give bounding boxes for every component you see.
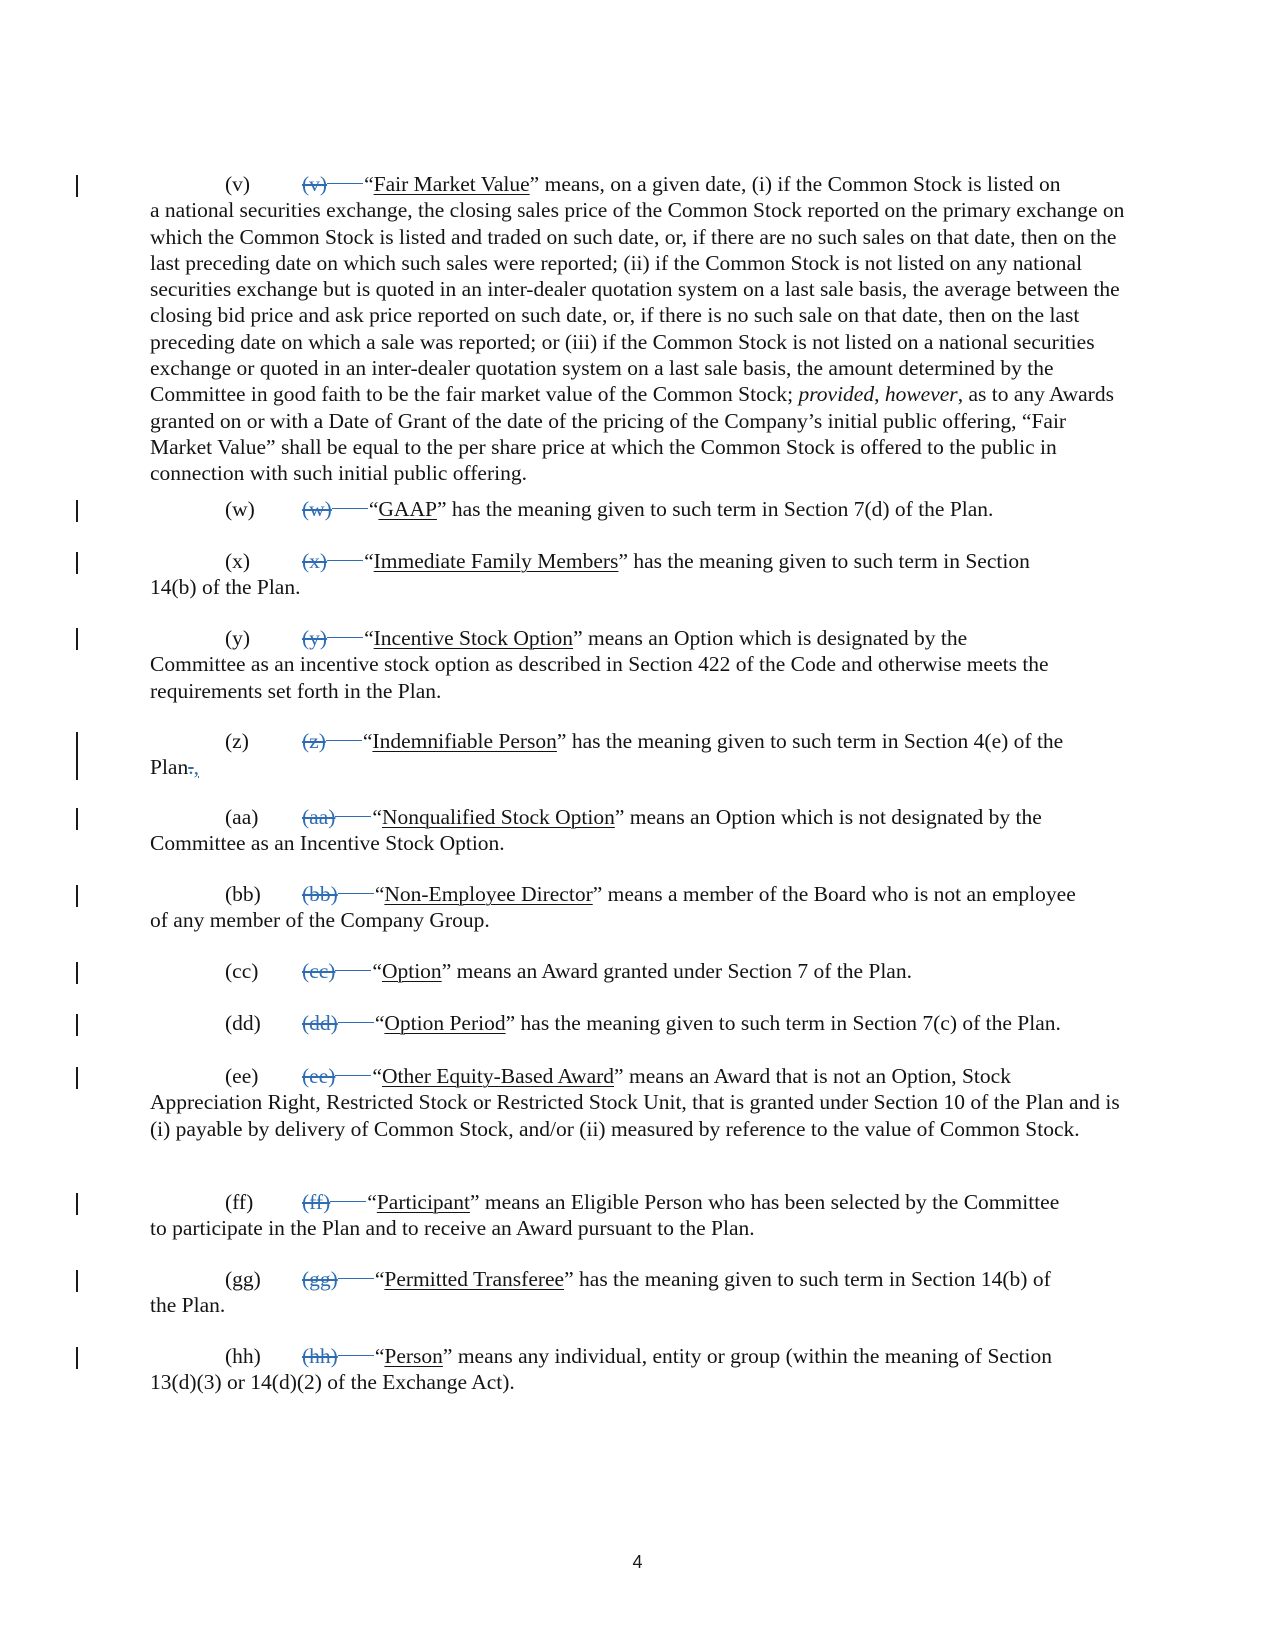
deleted-number: (ee) [302, 1064, 336, 1088]
deleted-number: (w) [302, 497, 332, 521]
definition-text: Committee as an Incentive Stock Option. [150, 831, 505, 856]
deleted-number: (aa) [302, 805, 336, 829]
change-bar [76, 628, 78, 650]
definition-person: (hh) (hh) “Person” means any individual, entity or group (within the meaning of Section 13(d)(3) or 14(d)(2) of the Exchange Act). [150, 1343, 1125, 1396]
defined-term: Other Equity-Based Award [381, 1064, 615, 1088]
deleted-number: (y) [302, 626, 328, 650]
deleted-number: (cc) [302, 959, 336, 983]
change-bar [76, 1270, 78, 1292]
definition-text: ” means, on a given date, (i) if the Common Stock is listed on [529, 172, 1061, 196]
definition-nonqualified-stock-option: (aa) (aa) “Nonqualified Stock Option” means an Option which is not designated by the Committee as an Incentive Stock Option. [150, 804, 1125, 857]
change-bar [76, 732, 78, 780]
definition-text: ” has the meaning given to such term in Section 14(b) of [564, 1267, 1051, 1291]
change-bar [76, 962, 78, 984]
defined-term: Nonqualified Stock Option [381, 805, 615, 829]
defined-term: Person [384, 1344, 443, 1368]
definition-text: of any member of the Company Group. [150, 908, 490, 933]
tracked-change-leader [335, 1075, 371, 1076]
italic-text: however [884, 382, 958, 407]
change-bar [76, 500, 78, 522]
definition-option: (cc) (cc) “Option” means an Award granted under Section 7 of the Plan. [225, 959, 912, 983]
change-bar [76, 552, 78, 574]
definition-text: ” has the meaning given to such term in Section 4(e) of the [556, 729, 1064, 753]
definition-number: (bb) [225, 882, 261, 906]
tracked-change-leader [338, 1278, 374, 1279]
definition-text: , as to any Awards granted on or with a Date of Grant of the date of the pricing of the Company’s initial public offering, “Fair Market Value” shall be equal to the per share price at which the Common Stock is offered to the public in connection with such initial public offering. [150, 382, 1114, 486]
definition-text: ” means an Option which is not designated by the [614, 805, 1042, 829]
definition-other-equity-based-award: (ee) (ee) “Other Equity-Based Award” means an Award that is not an Option, Stock Appreciation Right, Restricted Stock or Restricted Stock Unit, that is granted under Section 10 of the Plan and is (i) payable by delivery of Common Stock, and/or (ii) measured by reference to the value of Common Stock. [150, 1063, 1125, 1142]
change-bar [76, 1347, 78, 1369]
definition-number: (cc) [225, 959, 259, 983]
definition-participant: (ff) (ff) “Participant” means an Eligible Person who has been selected by the Committee to participate in the Plan and to receive an Award pursuant to the Plan. [150, 1189, 1125, 1242]
definition-number: (y) [225, 626, 251, 650]
definition-option-period: (dd) (dd) “Option Period” has the meaning given to such term in Section 7(c) of the Plan. [225, 1011, 1061, 1035]
definition-text: to participate in the Plan and to receive an Award pursuant to the Plan. [150, 1216, 755, 1241]
tracked-change-leader [338, 1355, 374, 1356]
definition-number: (ee) [225, 1064, 259, 1088]
definition-number: (x) [225, 549, 251, 573]
definition-gaap: (w) (w) “GAAP” has the meaning given to such term in Section 7(d) of the Plan. [225, 497, 994, 521]
definition-text: 13(d)(3) or 14(d)(2) of the Exchange Act). [150, 1370, 515, 1395]
defined-term: Indemnifiable Person [372, 729, 557, 753]
tracked-change-leader [327, 637, 363, 638]
definition-text: ” has the meaning given to such term in Section [618, 549, 1030, 573]
deleted-number: (v) [302, 172, 328, 196]
deleted-number: (x) [302, 549, 328, 573]
tracked-change-leader [330, 1201, 366, 1202]
definition-text: ” has the meaning given to such term in Section 7(d) of the Plan. [436, 497, 994, 521]
definition-number: (v) [225, 172, 251, 196]
tracked-change-leader [332, 508, 368, 509]
definition-permitted-transferee: (gg) (gg) “Permitted Transferee” has the meaning given to such term in Section 14(b) of the Plan. [150, 1266, 1125, 1319]
defined-term: Non-Employee Director [384, 882, 593, 906]
tracked-change-leader [338, 1022, 374, 1023]
definition-text: ” means any individual, entity or group (within the meaning of Section [442, 1344, 1052, 1368]
definition-number: (gg) [225, 1267, 261, 1291]
change-bar [76, 1014, 78, 1036]
deleted-period: . [188, 755, 194, 780]
definition-number: (aa) [225, 805, 259, 829]
definition-immediate-family-members: (x) (x) “Immediate Family Members” has the meaning given to such term in Section 14(b) of the Plan. [150, 548, 1125, 601]
change-bar [76, 885, 78, 907]
definition-number: (hh) [225, 1344, 261, 1368]
definition-text: ” means an Award that is not an Option, Stock [614, 1064, 1011, 1088]
defined-term: Incentive Stock Option [373, 626, 574, 650]
definition-number: (z) [225, 729, 249, 753]
defined-term: Option [381, 959, 442, 983]
tracked-change-leader [326, 740, 362, 741]
change-bar [76, 808, 78, 830]
change-bar [76, 1067, 78, 1089]
definition-text: Plan [150, 755, 189, 780]
tracked-change-leader [338, 893, 374, 894]
definition-indemnifiable-person: (z) (z) “Indemnifiable Person” has the meaning given to such term in Section 4(e) of the Plan., [150, 729, 1064, 780]
definition-number: (w) [225, 497, 255, 521]
defined-term: Option Period [384, 1011, 506, 1035]
definition-text: a national securities exchange, the closing sales price of the Common Stock reported on the primary exchange on which the Common Stock is listed and traded on such date, or, if there are no such sales on that date, then on the last preceding date on which such sales were reported; (ii) if the Common Stock is not listed on any national securities exchange but is quoted in an inter-dealer quotation system on a last sale basis, the average between the closing bid price and ask price reported on such date, or, if there is no such sale on that date, then on the last preceding date on which a sale was reported; or (iii) if the Common Stock is not listed on a national securities exchange or quoted in an inter-dealer quotation system on a last sale basis, the amount determined by the Committee in good faith to be the fair market value of the Common Stock; [150, 198, 1125, 407]
definition-text: Appreciation Right, Restricted Stock or Restricted Stock Unit, that is granted under Section 10 of the Plan and is (i) payable by delivery of Common Stock, and/or (ii) measured by reference to the value of Common Stock. [150, 1090, 1120, 1141]
deleted-number: (gg) [302, 1267, 338, 1291]
definition-non-employee-director: (bb) (bb) “Non-Employee Director” means a member of the Board who is not an employee of any member of the Company Group. [150, 881, 1125, 934]
definition-fair-market-value: (v) (v) “Fair Market Value” means, on a given date, (i) if the Common Stock is listed on a national securities exchange, the closing sales price of the Common Stock reported on the primary exchange on which the Common Stock is listed and traded on such date, or, if there are no such sales on that date, then on the last preceding date on which such sales were reported; (ii) if the Common Stock is not listed on any national securities exchange but is quoted in an inter-dealer quotation system on a last sale basis, the average between the closing bid price and ask price reported on such date, or, if there is no such sale on that date, then on the last preceding date on which a sale was reported; or (iii) if the Common Stock is not listed on a national securities exchange or quoted in an inter-dealer quotation system on a last sale basis, the amount determined by the Committee in good faith to be the fair market value of the Common Stock; provided, however, as to any Awards granted on or with a Date of Grant of the date of the pricing of the Company’s initial public offering, “Fair Market Value” shall be equal to the per share price at which the Common Stock is offered to the public in connection with such initial public offering. [150, 172, 1125, 486]
inserted-comma: , [193, 755, 199, 780]
defined-term: Participant [376, 1190, 470, 1214]
defined-term: Fair Market Value [373, 172, 530, 196]
page-number: 4 [632, 1552, 643, 1572]
definition-incentive-stock-option: (y) (y) “Incentive Stock Option” means an Option which is designated by the Committee as an incentive stock option as described in Section 422 of the Code and otherwise meets the requirements set forth in the Plan. [150, 625, 1125, 704]
tracked-change-leader [327, 183, 363, 184]
defined-term: GAAP [378, 497, 437, 521]
definition-text: ” means an Award granted under Section 7 of the Plan. [441, 959, 912, 983]
change-bar [76, 175, 78, 197]
tracked-change-leader [335, 816, 371, 817]
defined-term: Immediate Family Members [373, 549, 619, 573]
tracked-change-leader [327, 560, 363, 561]
definition-text: Committee as an incentive stock option as described in Section 422 of the Code and otherwise meets the requirements set forth in the Plan. [150, 652, 1049, 703]
definition-text: ” means an Eligible Person who has been selected by the Committee [469, 1190, 1060, 1214]
definition-number: (dd) [225, 1011, 261, 1035]
definition-text: 14(b) of the Plan. [150, 575, 301, 600]
deleted-number: (hh) [302, 1344, 338, 1368]
definition-text: the Plan. [150, 1293, 226, 1318]
definition-text: ” means a member of the Board who is not an employee [592, 882, 1076, 906]
deleted-number: (dd) [302, 1011, 338, 1035]
deleted-number: (z) [302, 729, 326, 753]
deleted-number: (bb) [302, 882, 338, 906]
definition-number: (ff) [225, 1190, 254, 1214]
tracked-change-leader [335, 970, 371, 971]
deleted-number: (ff) [302, 1190, 331, 1214]
change-bar [76, 1193, 78, 1215]
defined-term: Permitted Transferee [384, 1267, 565, 1291]
italic-text: provided [798, 382, 875, 407]
definition-text: ” means an Option which is designated by the [573, 626, 968, 650]
definition-text: ” has the meaning given to such term in Section 7(c) of the Plan. [505, 1011, 1061, 1035]
